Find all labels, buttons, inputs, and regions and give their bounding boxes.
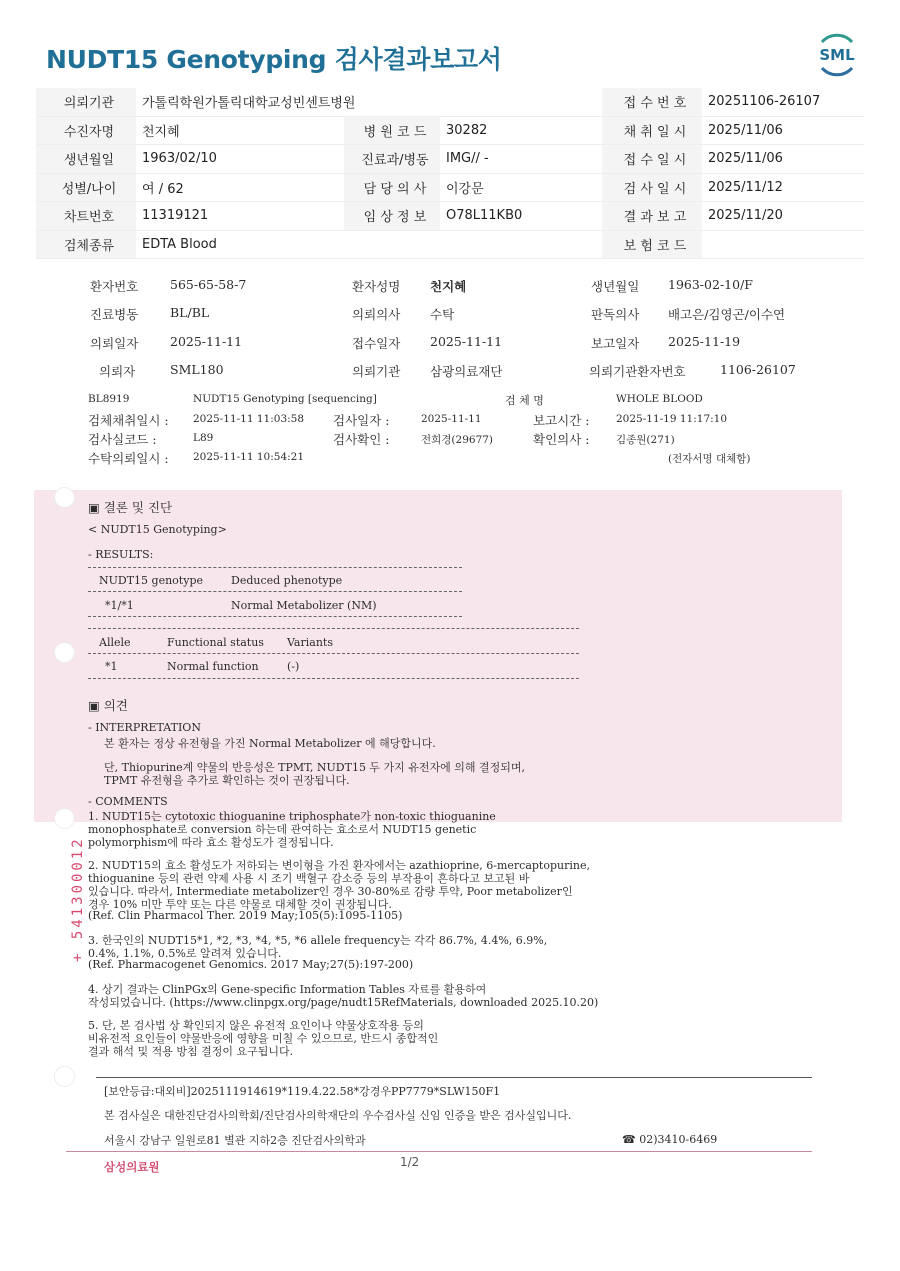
label-requester: 의뢰기관 [36, 88, 136, 116]
test-code: BL8919 [88, 393, 130, 405]
pb-value: 2025-11-11 [170, 334, 243, 349]
pb-value: 1963-02-10/F [668, 277, 753, 292]
pb-value: 2025-11-19 [668, 334, 741, 349]
tb-label: 검사일자 : [333, 413, 390, 428]
pb-value: 1106-26107 [720, 362, 796, 377]
specimen-value: WHOLE BLOOD [616, 393, 703, 405]
value-receipt-no: 20251106-26107 [702, 88, 864, 116]
pb-label: 진료병동 [90, 307, 139, 322]
t2-header-allele: Allele [99, 636, 131, 649]
label-receipt-date: 접 수 일 시 [602, 145, 702, 174]
info-table [36, 88, 864, 259]
t1-header-phenotype: Deduced phenotype [231, 574, 343, 587]
label-clinical-info: 임 상 정 보 [344, 202, 440, 231]
results-title: - RESULTS: [88, 548, 154, 561]
t1-phenotype: Normal Metabolizer (NM) [231, 599, 377, 612]
binder-hole [54, 487, 75, 508]
pb-label: 접수일자 [352, 336, 401, 351]
hospital-name: 삼성의료원 [104, 1160, 160, 1174]
label-collection-date: 채 취 일 시 [602, 116, 702, 145]
value-chart-no: 11319121 [136, 202, 344, 231]
t1-header-genotype: NUDT15 genotype [99, 574, 203, 587]
tb-value: 전희경(29677) [421, 434, 494, 446]
interp-title: - INTERPRETATION [88, 721, 201, 734]
info-row [36, 116, 864, 145]
sml-logo [812, 30, 862, 78]
info-row [36, 202, 864, 231]
t2-header-variants: Variants [287, 636, 333, 649]
test-name: NUDT15 Genotyping [sequencing] [193, 393, 377, 405]
label-result-report: 결 과 보 고 [602, 202, 702, 231]
value-clinical-info: O78L11KB0 [440, 202, 602, 231]
comment-line: 2. NUDT15의 효소 활성도가 저하되는 변이형을 가진 환자에서는 azathioprine, 6-mercaptopurine, [88, 859, 590, 872]
binder-hole [54, 808, 75, 829]
comment-line: monophosphate로 conversion 하는데 관여하는 효소로서 NUDT15 genetic [88, 823, 477, 836]
label-birthdate: 생년월일 [36, 145, 136, 174]
value-result-report: 2025/11/20 [702, 202, 864, 231]
comment-line: (Ref. Pharmacogenet Genomics. 2017 May;27(5):197-200) [88, 958, 414, 971]
value-receipt-date: 2025/11/06 [702, 145, 864, 174]
interp-line: TPMT 유전형을 추가로 확인하는 것이 권장됩니다. [104, 774, 350, 787]
label-hospital-code: 병 원 코 드 [344, 116, 440, 145]
svg-text:SML: SML [819, 46, 855, 64]
comment-line: polymorphism에 따라 효소 활성도가 결정됩니다. [88, 836, 334, 849]
pb-value: BL/BL [170, 305, 210, 320]
comment-line: 결과 해석 및 적용 방침 결정이 요구됩니다. [88, 1045, 294, 1058]
tb-value: L89 [193, 432, 214, 444]
comment-line: (Ref. Clin Pharmacol Ther. 2019 May;105(5):1095-1105) [88, 909, 403, 922]
tb-label: 검체채취일시 : [88, 413, 169, 428]
pb-label: 생년월일 [591, 279, 640, 294]
label-doctor: 담 당 의 사 [344, 173, 440, 202]
comment-line: 경우 10% 미만 투약 또는 다른 약물로 대체할 것이 권장됩니다. [88, 898, 392, 911]
label-insurance-code: 보 험 코 드 [602, 230, 702, 259]
section-opinion: ▣ 의견 [88, 698, 128, 713]
label-chart-no: 차트번호 [36, 202, 136, 231]
tb-value: 2025-11-19 11:17:10 [616, 413, 728, 425]
vertical-code: + 541300012 [70, 836, 86, 962]
section-conclusion: ▣ 결론 및 진단 [88, 500, 173, 515]
info-row [36, 173, 864, 202]
tb-value: 2025-11-11 11:03:58 [193, 413, 305, 425]
pb-label: 의뢰기관 [352, 364, 401, 379]
comment-line: 있습니다. 따라서, Intermediate metabolizer인 경우 30-80%로 감량 투약, Poor metabolizer인 [88, 885, 573, 898]
comment-line: 1. NUDT15는 cytotoxic thioguanine triphosphate가 non-toxic thioguanine [88, 810, 496, 823]
comment-line: 비유전적 요인들이 약물반응에 영향을 미칠 수 있으므로, 반드시 종합적인 [88, 1032, 439, 1045]
tb-label: 수탁의뢰일시 : [88, 451, 169, 466]
value-insurance-code [702, 230, 864, 259]
specimen-label: 검 체 명 [505, 394, 544, 407]
tb-label: 검사실코드 : [88, 432, 157, 447]
pb-label: 판독의사 [591, 307, 640, 322]
pb-value: 2025-11-11 [430, 334, 503, 349]
divider [88, 616, 462, 617]
divider [88, 628, 579, 629]
comment-line: 3. 한국인의 NUDT15*1, *2, *3, *4, *5, *6 allele frequency는 각각 86.7%, 4.4%, 6.9%, [88, 934, 548, 947]
value-patient-name: 천지혜 [136, 116, 344, 145]
sub-title: < NUDT15 Genotyping> [88, 523, 227, 536]
pb-label: 보고일자 [591, 336, 640, 351]
label-receipt-no: 접 수 번 호 [602, 88, 702, 116]
pb-value: 천지혜 [430, 279, 467, 294]
address-line: 서울시 강남구 일원로81 별관 지하2층 진단검사의학과 [104, 1134, 366, 1147]
pb-label: 환자번호 [90, 279, 139, 294]
report-title: NUDT15 Genotyping 검사결과보고서 [46, 45, 502, 74]
pb-label: 환자성명 [352, 279, 401, 294]
t2-header-functional: Functional status [167, 636, 264, 649]
value-doctor: 이강문 [440, 173, 602, 202]
security-line: [보안등급:대외비]2025111914619*119.4.22.58*강경우PP7779*SLW150F1 [104, 1085, 501, 1098]
comments-title: - COMMENTS [88, 795, 168, 808]
value-collection-date: 2025/11/06 [702, 116, 864, 145]
label-patient-name: 수진자명 [36, 116, 136, 145]
page-number: 1/2 [400, 1155, 420, 1169]
info-row-requester [36, 88, 864, 116]
value-specimen-type: EDTA Blood [136, 230, 602, 259]
comment-line: 0.4%, 1.1%, 0.5%로 알려져 있습니다. [88, 947, 282, 960]
tb-value: 2025-11-11 10:54:21 [193, 451, 305, 463]
pb-value: 삼광의료재단 [430, 364, 503, 379]
t2-allele: *1 [105, 660, 118, 673]
pb-value: 수탁 [430, 307, 455, 322]
label-specimen-type: 검체종류 [36, 230, 136, 259]
value-sex-age: 여 / 62 [136, 173, 344, 202]
tb-label: 보고시간 : [533, 413, 590, 428]
pb-value: 배고은/김영곤/이수연 [668, 307, 786, 322]
tb-value: 김종원(271) [616, 434, 675, 446]
divider [88, 678, 579, 679]
pb-label: 의뢰의사 [352, 307, 401, 322]
cert-line: 본 검사실은 대한진단검사의학회/진단검사의학재단의 우수검사실 신임 인증을 받은 검사실입니다. [104, 1109, 572, 1122]
label-test-date: 검 사 일 시 [602, 173, 702, 202]
t2-functional: Normal function [167, 660, 259, 673]
pb-value: SML180 [170, 362, 224, 377]
comment-line: 작성되었습니다. (https://www.clinpgx.org/page/nudt15RefMaterials, downloaded 2025.10.20) [88, 996, 599, 1009]
divider [88, 653, 579, 654]
t2-variants: (-) [287, 660, 300, 673]
tb-label: 검사확인 : [333, 432, 390, 447]
interp-line: 본 환자는 정상 유전형을 가진 Normal Metabolizer 에 해당합니다. [104, 737, 436, 750]
tb-label: 확인의사 : [533, 432, 590, 447]
value-test-date: 2025/11/12 [702, 173, 864, 202]
pb-label: 의뢰자 [99, 364, 136, 379]
divider [88, 591, 462, 592]
binder-hole [54, 642, 75, 663]
value-department: IMG// - [440, 145, 602, 174]
label-sex-age: 성별/나이 [36, 173, 136, 202]
pb-label: 의뢰기관환자번호 [589, 364, 686, 379]
comment-line: thioguanine 등의 관련 약제 사용 시 조기 백혈구 감소증 등의 부작용이 흔하다고 보고된 바 [88, 872, 530, 885]
comment-line: 5. 단, 본 검사법 상 확인되지 않은 유전적 요인이나 약물상호작용 등의 [88, 1019, 424, 1032]
info-row [36, 145, 864, 174]
footer-rule [66, 1151, 812, 1152]
tb-value: 2025-11-11 [421, 413, 482, 425]
t1-genotype: *1/*1 [105, 599, 134, 612]
info-row [36, 230, 864, 259]
label-department: 진료과/병동 [344, 145, 440, 174]
footer-rule [96, 1077, 812, 1078]
divider [88, 567, 462, 568]
value-birthdate: 1963/02/10 [136, 145, 344, 174]
value-hospital-code: 30282 [440, 116, 602, 145]
interp-line: 단, Thiopurine계 약물의 반응성은 TPMT, NUDT15 두 가지 유전자에 의해 결정되며, [104, 761, 526, 774]
esign-note: (전자서명 대체함) [668, 453, 751, 465]
binder-hole [54, 1066, 75, 1087]
comment-line: 4. 상기 결과는 ClinPGx의 Gene-specific Information Tables 자료를 활용하여 [88, 983, 487, 996]
phone-line: ☎ 02)3410-6469 [622, 1133, 718, 1146]
pb-label: 의뢰일자 [90, 336, 139, 351]
pb-value: 565-65-58-7 [170, 277, 247, 292]
value-requester: 가톨릭학원가톨릭대학교성빈센트병원 [136, 88, 602, 116]
